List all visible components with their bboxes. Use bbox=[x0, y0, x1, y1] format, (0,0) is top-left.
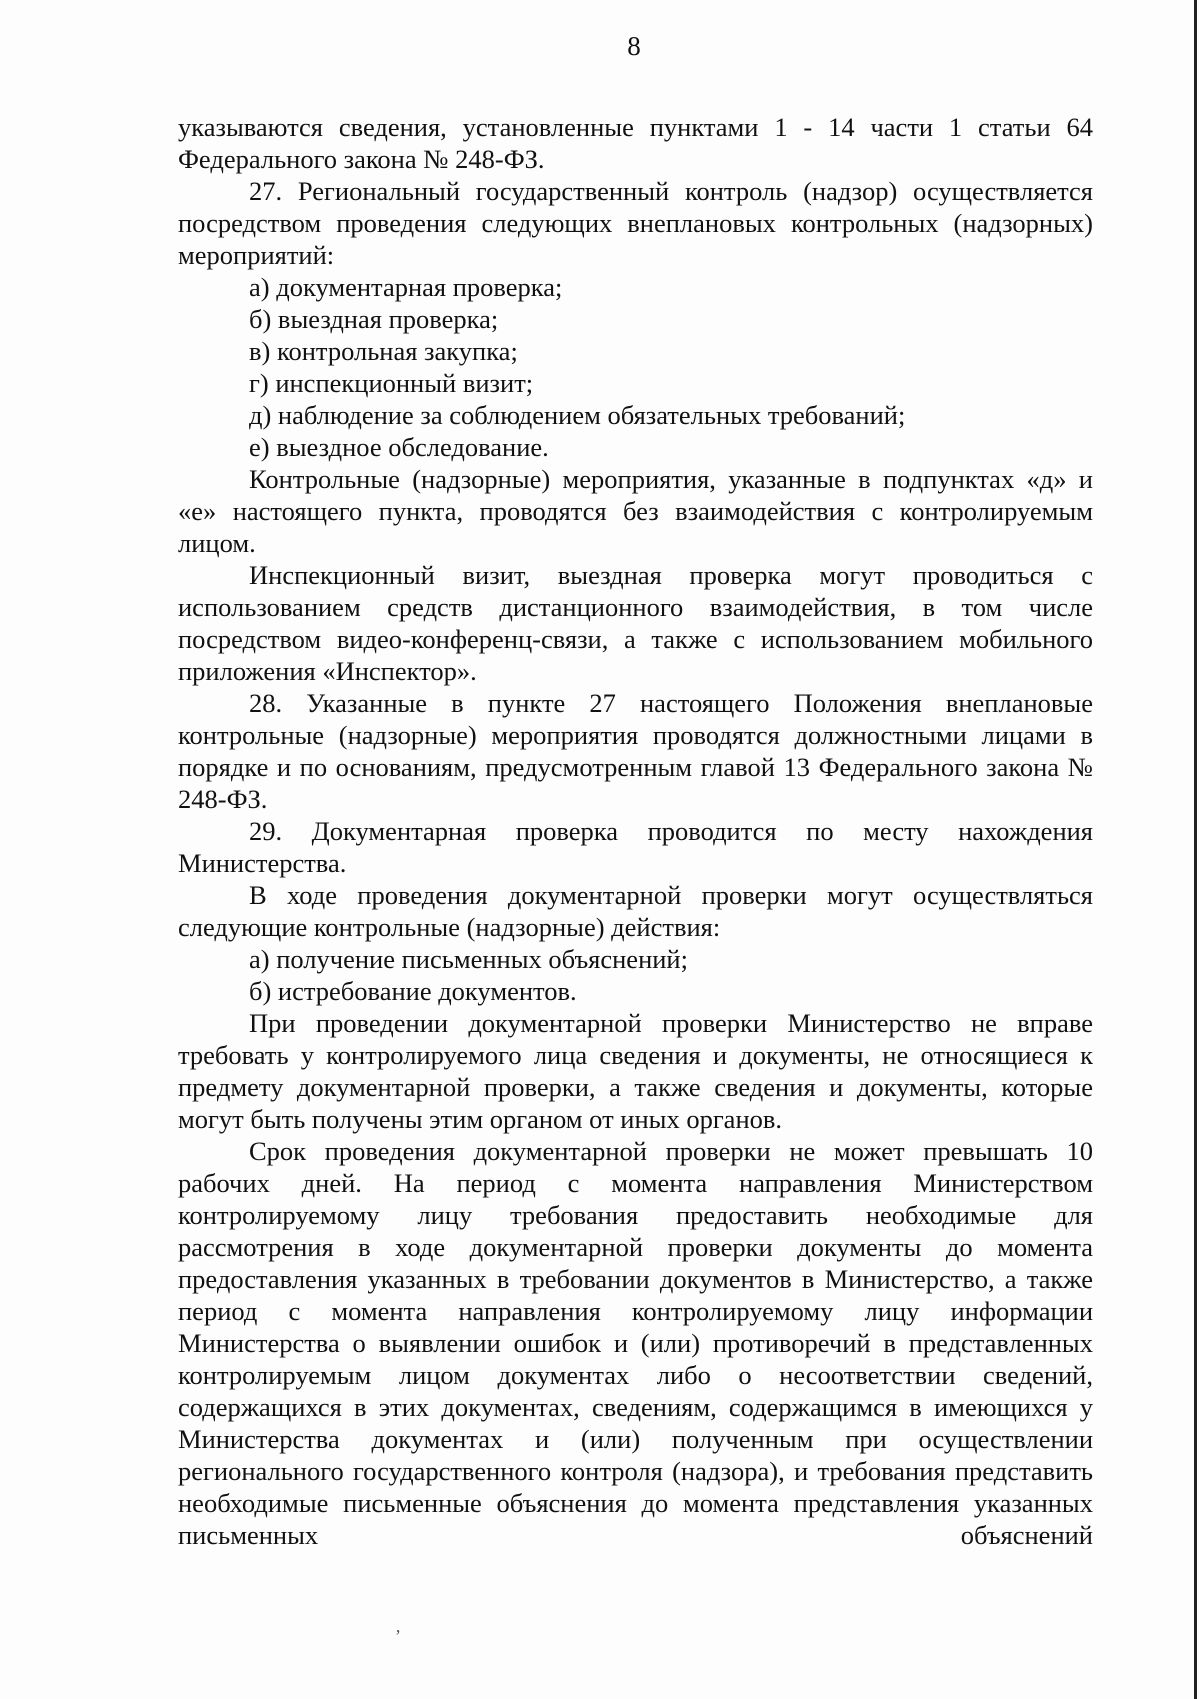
paragraph: в) контрольная закупка; bbox=[249, 336, 518, 366]
paragraph: е) выездное обследование. bbox=[249, 432, 549, 462]
paragraph: г) инспекционный визит; bbox=[249, 368, 534, 398]
paragraph: В ходе проведения документарной проверки могут осуществляться следующие контрольные (надзорные) действия: bbox=[178, 880, 1093, 942]
paragraph: а) документарная проверка; bbox=[249, 272, 563, 302]
document-body bbox=[178, 111, 1093, 1551]
paragraph: 29. Документарная проверка проводится по месту нахождения Министерства. bbox=[178, 816, 1093, 878]
paragraph: б) истребование документов. bbox=[249, 976, 577, 1006]
page-number: 8 bbox=[627, 31, 641, 61]
paragraph: 27. Региональный государственный контроль (надзор) осуществляется посредством проведения следующих внеплановых контрольных (надзорных) мероприятий: bbox=[178, 176, 1093, 270]
paragraph: Контрольные (надзорные) мероприятия, указанные в подпунктах «д» и «е» настоящего пункта, проводятся без взаимодействия с контролируемым лицом. bbox=[178, 464, 1093, 558]
paragraph: б) выездная проверка; bbox=[249, 304, 499, 334]
scan-speck: ’ bbox=[395, 1626, 401, 1646]
paragraph: Срок проведения документарной проверки не может превышать 10 рабочих дней. На период с момента направления Министерством контролируемому лицу требования предоставить необходимые для рассмотрения в ходе документарной проверки документы до момента предоставления указанных в требовании документов в Министерство, а также период с момента направления контролируемому лицу информации Министерства о выявлении ошибок и (или) противоречий в представленных контролируемым лицом документах либо о несоответствии сведений, содержащихся в этих документах, сведениям, содержащимся в имеющихся у Министерства документах и (или) полученным при осуществлении регионального государственного контроля (надзора), и требования представить необходимые письменные объяснения до момента представления указанных письменных объяснений bbox=[178, 1136, 1093, 1550]
paragraph: При проведении документарной проверки Министерство не вправе требовать у контролируемого лица сведения и документы, не относящиеся к предмету документарной проверки, а также сведения и документы, которые могут быть получены этим органом от иных органов. bbox=[178, 1008, 1093, 1134]
scan-edge-line bbox=[1194, 0, 1197, 1699]
paragraph: 28. Указанные в пункте 27 настоящего Положения внеплановые контрольные (надзорные) мероприятия проводятся должностными лицами в порядке и по основаниям, предусмотренным главой 13 Федерального закона № 248-ФЗ. bbox=[178, 688, 1093, 814]
paragraph: указываются сведения, установленные пунктами 1 - 14 части 1 статьи 64 Федерального закона № 248-ФЗ. bbox=[178, 112, 1093, 174]
paragraph: Инспекционный визит, выездная проверка могут проводиться с использованием средств дистанционного взаимодействия, в том числе посредством видео-конференц-связи, а также с использованием мобильного приложения «Инспектор». bbox=[178, 560, 1093, 686]
paragraph: д) наблюдение за соблюдением обязательных требований; bbox=[249, 400, 906, 430]
paragraph: а) получение письменных объяснений; bbox=[249, 944, 688, 974]
